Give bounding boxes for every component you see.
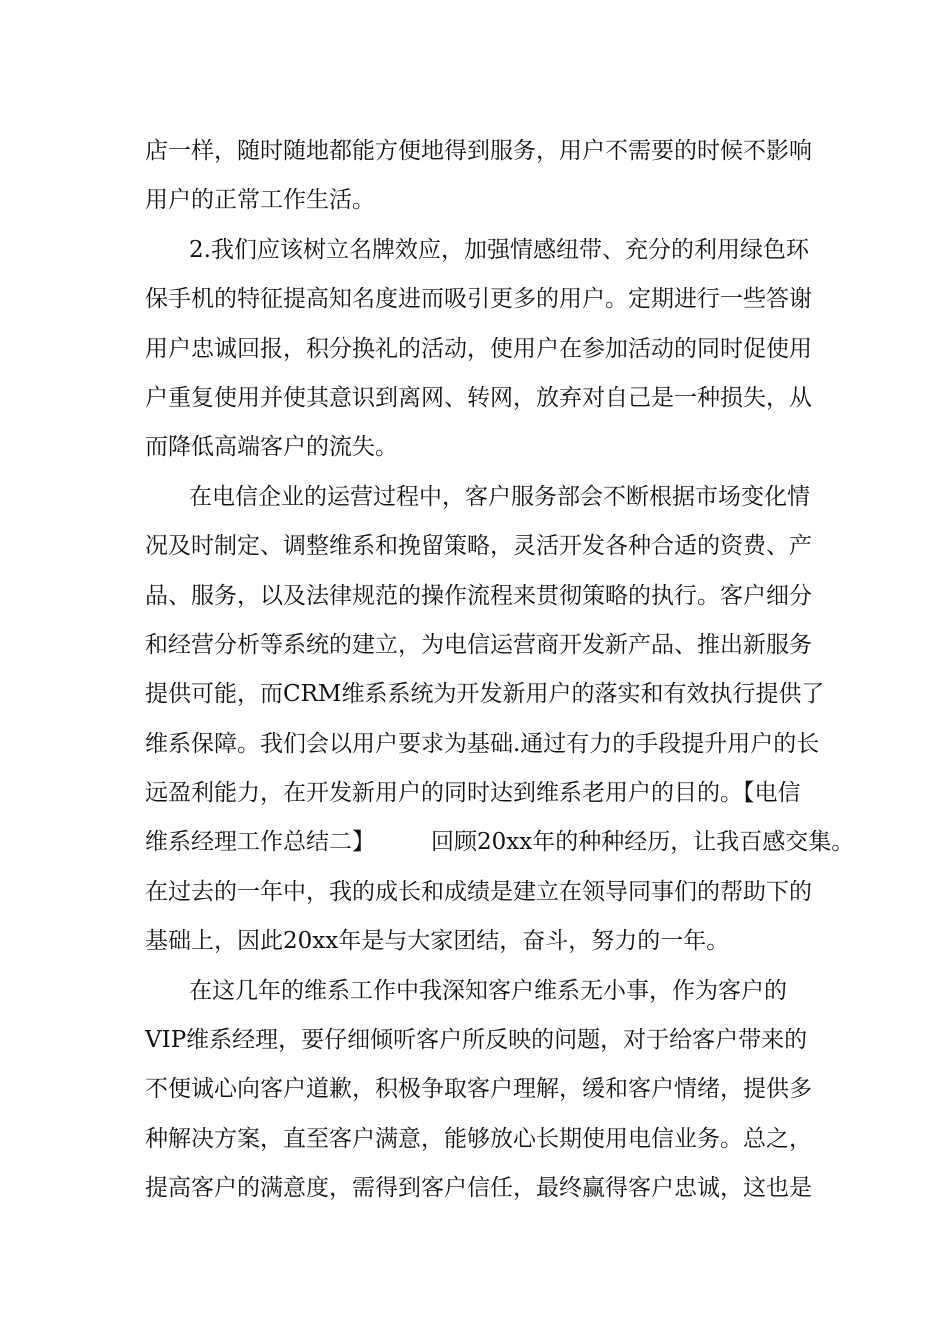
text-line: 种解决方案，直至客户满意，能够放心长期使用电信业务。总之， xyxy=(145,1125,812,1152)
text-line: 和经营分析等系统的建立，为电信运营商开发新产品、推出新服务 xyxy=(145,631,812,658)
paragraph-start-line: 2.我们应该树立名牌效应，加强情感纽带、充分的利用绿色环 xyxy=(189,236,809,263)
text-line: 保手机的特征提高知名度进而吸引更多的用户。定期进行一些答谢 xyxy=(145,286,812,313)
text-line: 不便诚心向客户道歉，积极争取客户理解，缓和客户情绪，提供多 xyxy=(145,1076,812,1103)
text-line: 品、服务，以及法律规范的操作流程来贯彻策略的执行。客户细分 xyxy=(145,582,812,609)
text-line: 况及时制定、调整维系和挽留策略，灵活开发各种合适的资费、产 xyxy=(145,533,812,560)
text-line: 店一样，随时随地都能方便地得到服务，用户不需要的时候不影响 xyxy=(145,138,812,164)
section-heading-end: 维系经理工作总结二】 xyxy=(145,829,375,856)
text-line: 基础上，因此20xx年是与大家团结，奋斗，努力的一年。 xyxy=(145,928,730,955)
paragraph-start-line: 在这几年的维系工作中我深知客户维系无小事，作为客户的 xyxy=(189,977,787,1004)
text-line: 而降低高端客户的流失。 xyxy=(145,434,398,461)
text-line-split xyxy=(145,818,855,867)
text-line: 提高客户的满意度，需得到客户信任，最终赢得客户忠诚，这也是 xyxy=(145,1175,812,1202)
paragraph-start-inline: 回顾20xx年的种种经历，让我百感交集。 xyxy=(431,829,855,856)
text-line: VIP维系经理，要仔细倾听客户所反映的问题，对于给客户带来的 xyxy=(145,1027,808,1054)
text-line: 维系保障。我们会以用户要求为基础.通过有力的手段提升用户的长 xyxy=(145,730,820,757)
paragraph-start-line: 在电信企业的运营过程中，客户服务部会不断根据市场变化情 xyxy=(189,483,810,510)
text-line: 提供可能，而CRM维系系统为开发新用户的落实和有效执行提供了 xyxy=(145,681,825,708)
text-line: 用户忠诚回报，积分换礼的活动，使用户在参加活动的同时促使用 xyxy=(145,335,812,362)
text-line: 在过去的一年中，我的成长和成绩是建立在领导同事们的帮助下的 xyxy=(145,878,812,905)
text-line: 户重复使用并使其意识到离网、转网，放弃对自己是一种损失，从 xyxy=(145,384,812,411)
body-text xyxy=(145,127,855,1214)
text-line: 远盈利能力，在开发新用户的同时达到维系老用户的目的。【电信 xyxy=(145,780,801,807)
text-line: 用户的正常工作生活。 xyxy=(145,187,375,214)
